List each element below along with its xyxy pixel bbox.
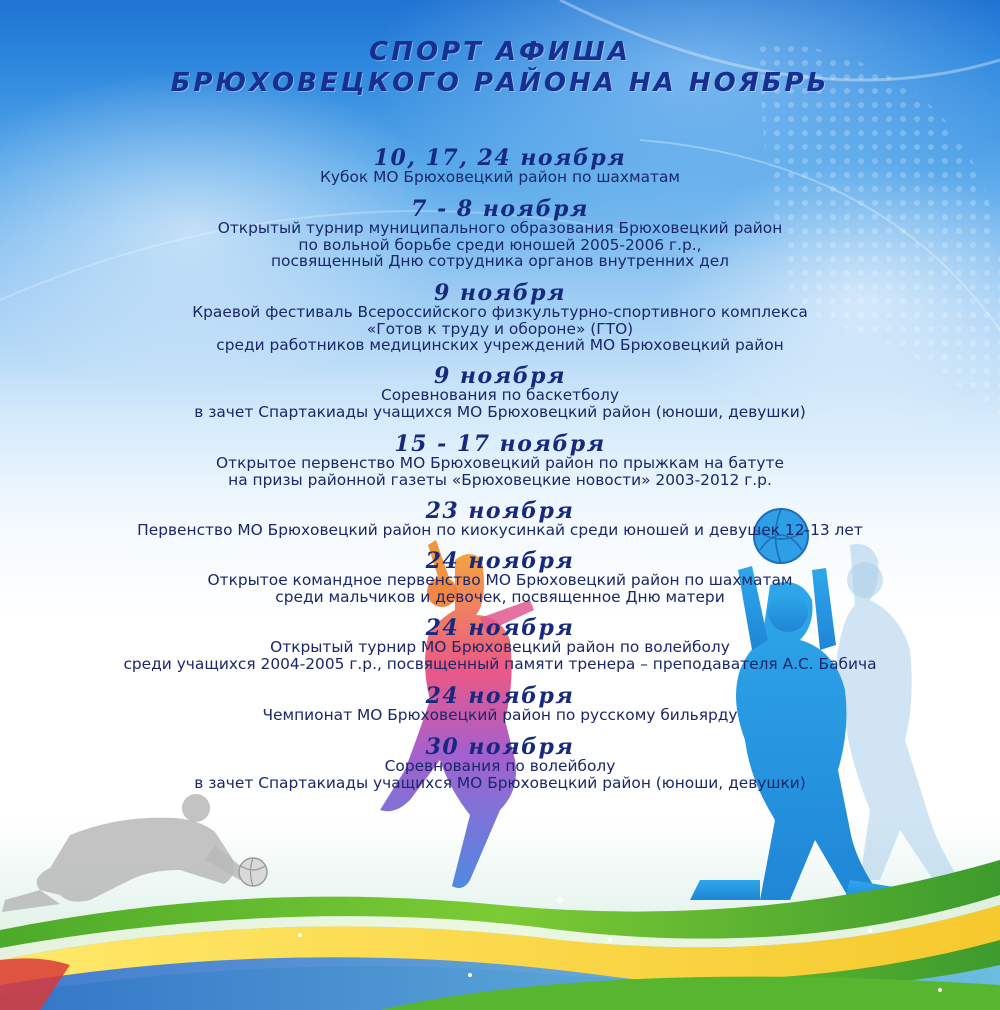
event-item bbox=[0, 433, 1000, 488]
event-item bbox=[0, 685, 1000, 724]
event-description: Чемпионат МО Брюховецкий район по русскому бильярду bbox=[262, 706, 738, 724]
event-description: Кубок МО Брюховецкий район по шахматам bbox=[319, 168, 681, 186]
event-item bbox=[0, 617, 1000, 672]
event-item bbox=[0, 198, 1000, 270]
event-description: Первенство МО Брюховецкий район по киокусинкай среди юношей и девушек 12-13 лет bbox=[137, 521, 863, 539]
event-date: 24 ноября bbox=[425, 548, 575, 574]
event-date: 9 ноября bbox=[434, 363, 566, 389]
event-description: Открытый турнир МО Брюховецкий район по волейболу среди учащихся 2004-2005 г.р., посвященный памяти тренера – преподавателя А.С. Бабича bbox=[123, 638, 877, 673]
event-item bbox=[0, 282, 1000, 354]
event-description: Открытое первенство МО Брюховецкий район по прыжкам на батуте на призы районной газеты «Брюховецкие новости» 2003-2012 г.р. bbox=[216, 454, 784, 489]
event-item bbox=[0, 500, 1000, 539]
event-date: 10, 17, 24 ноября bbox=[373, 145, 627, 171]
event-date: 15 - 17 ноября bbox=[394, 431, 606, 457]
event-date: 9 ноября bbox=[434, 280, 566, 306]
poster-title-line-2: БРЮХОВЕЦКОГО РАЙОНА НА НОЯБРЬ bbox=[170, 68, 830, 98]
event-item bbox=[0, 550, 1000, 605]
event-description: Соревнования по волейболу в зачет Спартакиады учащихся МО Брюховецкий район (юноши, девушки) bbox=[194, 757, 806, 792]
event-item bbox=[0, 147, 1000, 186]
event-date: 24 ноября bbox=[425, 683, 575, 709]
event-description: Соревнования по баскетболу в зачет Спартакиады учащихся МО Брюховецкий район (юноши, девушки) bbox=[194, 386, 806, 421]
event-description: Краевой фестиваль Всероссийского физкультурно-спортивного комплекса «Готов к труду и обороне» (ГТО) среди работников медицинских учреждений МО Брюховецкий район bbox=[192, 303, 808, 354]
event-date: 7 - 8 ноября bbox=[411, 196, 589, 222]
event-date: 30 ноября bbox=[425, 734, 575, 760]
event-description: Открытое командное первенство МО Брюховецкий район по шахматам среди мальчиков и девочек, посвященное Дню матери bbox=[207, 571, 793, 606]
event-item bbox=[0, 736, 1000, 791]
event-date: 23 ноября bbox=[425, 498, 575, 524]
event-date: 24 ноября bbox=[425, 615, 575, 641]
poster-title-line-1: СПОРТ АФИША bbox=[369, 37, 631, 67]
event-description: Открытый турнир муниципального образования Брюховецкий район по вольной борьбе среди юношей 2005-2006 г.р., посвященный Дню сотрудника органов внутренних дел bbox=[217, 219, 783, 270]
event-item bbox=[0, 365, 1000, 420]
